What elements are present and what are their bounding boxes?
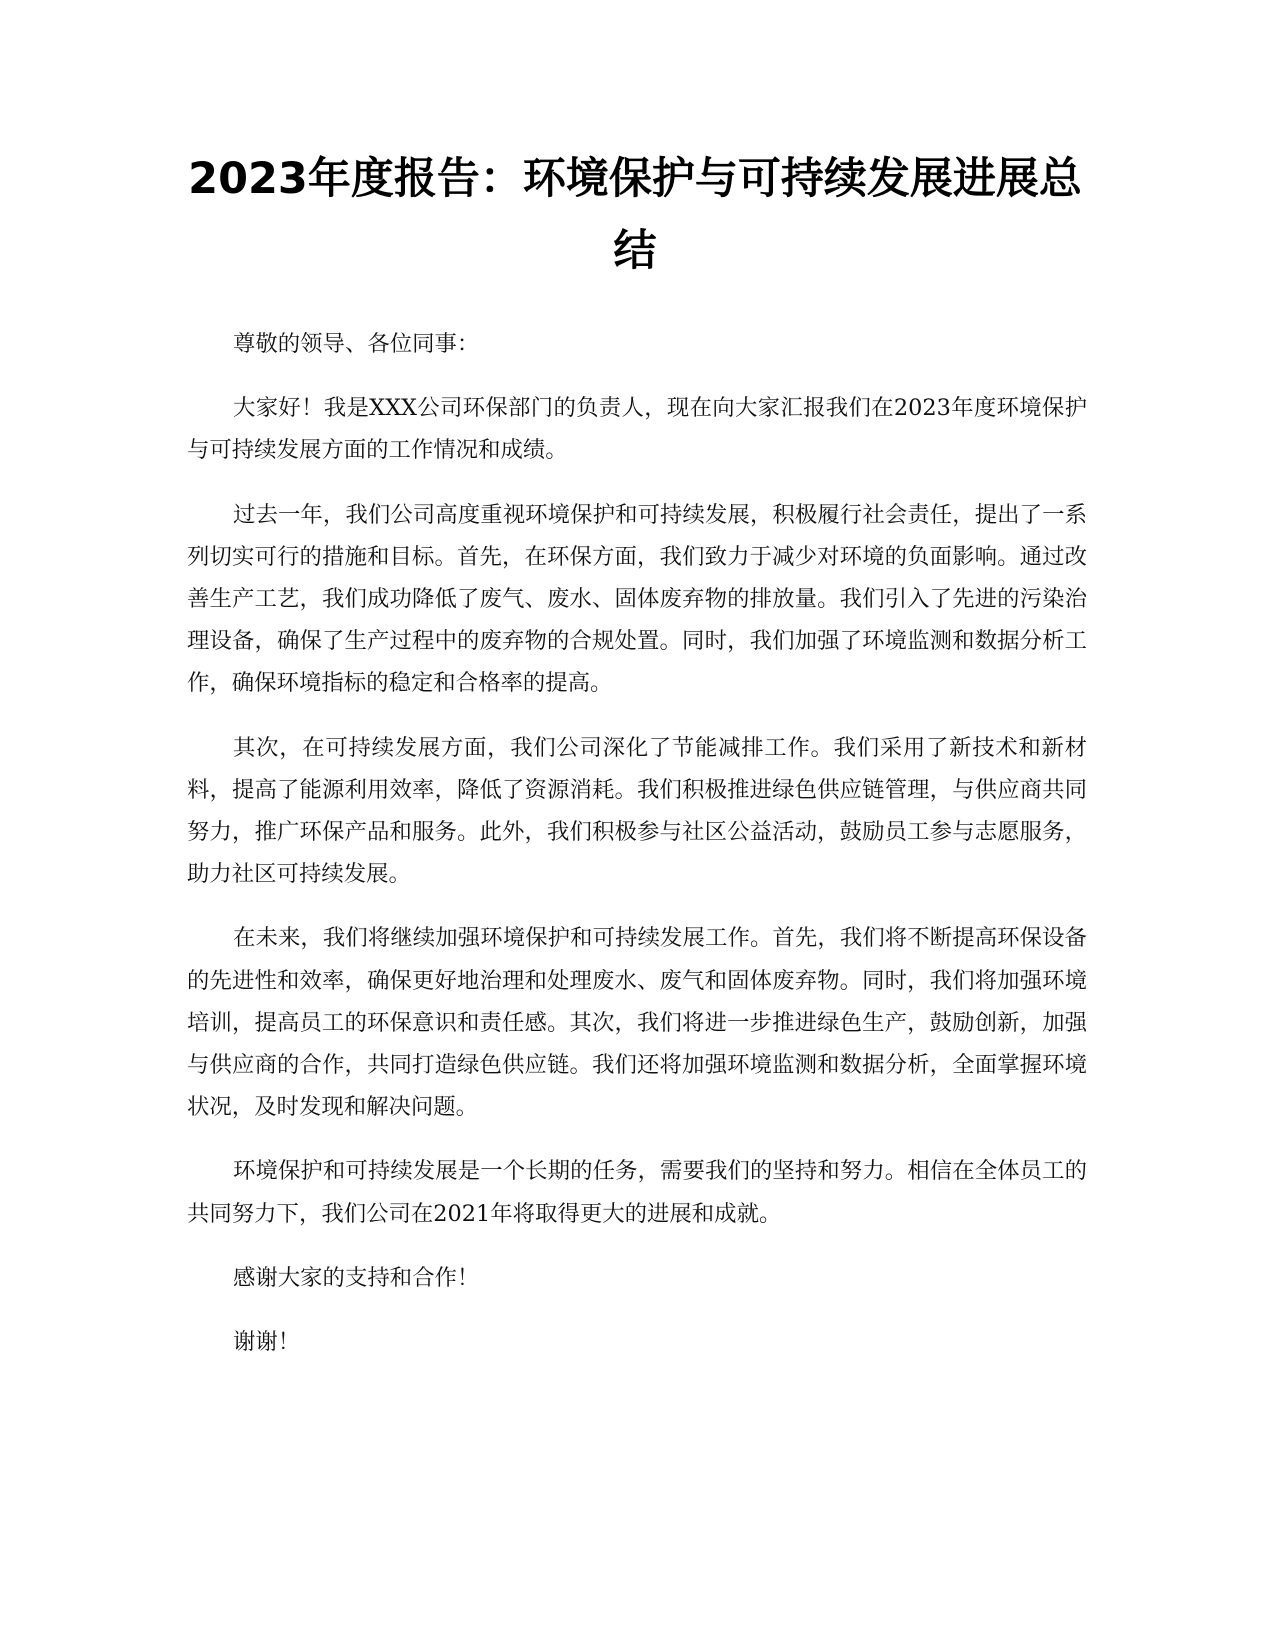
conclusion-paragraph: 环境保护和可持续发展是一个长期的任务，需要我们的坚持和努力。相信在全体员工的共同努力下，我们公司在2021年将取得更大的进展和成就。 [187,1158,1087,1227]
intro-paragraph: 大家好！我是XXX公司环保部门的负责人，现在向大家汇报我们在2023年度环境保护与可持续发展方面的工作情况和成绩。 [187,395,1087,464]
thanks-paragraph: 感谢大家的支持和合作！ [233,1264,480,1291]
environment-work-paragraph: 过去一年，我们公司高度重视环境保护和可持续发展，积极履行社会责任，提出了一系列切实可行的措施和目标。首先，在环保方面，我们致力于减少对环境的负面影响。通过改善生产工艺，我们成功降低了废气、废水、固体废弃物的排放量。我们引入了先进的污染治理设备，确保了生产过程中的废弃物的合规处置。同时，我们加强了环境监测和数据分析工作，确保环境指标的稳定和合格率的提高。 [187,501,1087,697]
sustainability-paragraph: 其次，在可持续发展方面，我们公司深化了节能减排工作。我们采用了新技术和新材料，提高了能源利用效率，降低了资源消耗。我们积极推进绿色供应链管理，与供应商共同努力，推广环保产品和服务。此外，我们积极参与社区公益活动，鼓励员工参与志愿服务，助力社区可持续发展。 [187,734,1087,888]
closing-paragraph: 谢谢！ [233,1329,301,1356]
document-title: 2023年度报告：环境保护与可持续发展进展总结 [188,154,1082,276]
salutation-paragraph: 尊敬的领导、各位同事： [233,331,480,357]
future-plans-paragraph: 在未来，我们将继续加强环境保护和可持续发展工作。首先，我们将不断提高环保设备的先进性和效率，确保更好地治理和处理废水、废气和固体废弃物。同时，我们将加强环境培训，提高员工的环保意识和责任感。其次，我们将进一步推进绿色生产，鼓励创新，加强与供应商的合作，共同打造绿色供应链。我们还将加强环境监测和数据分析，全面掌握环境状况，及时发现和解决问题。 [187,925,1087,1121]
document-body [187,323,1087,1385]
